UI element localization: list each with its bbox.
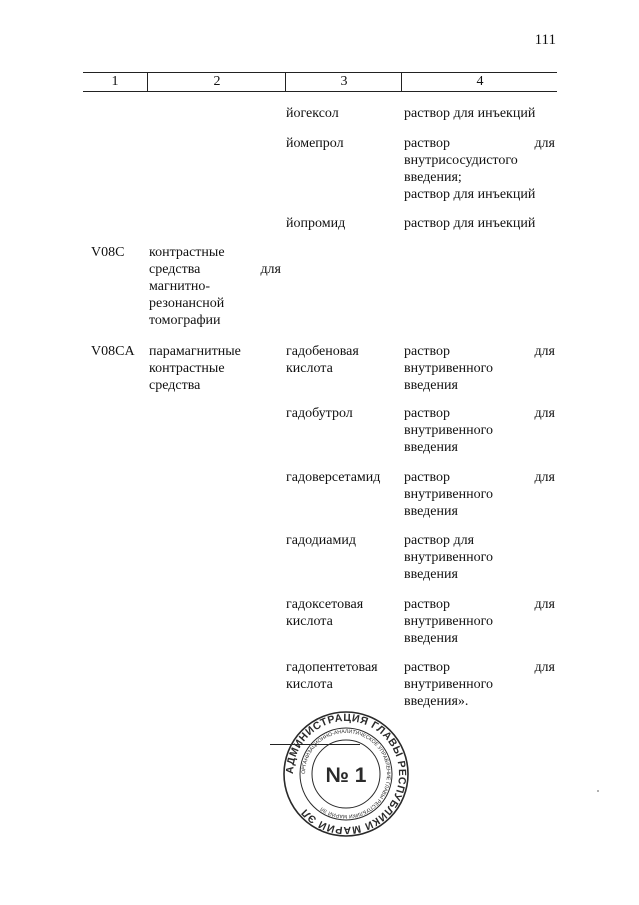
dosage-form-line: раствор для [404,533,475,548]
group-name-line: средства для [149,262,281,277]
atc-code: V08CA [91,344,135,359]
dosage-form-line: введения [404,567,458,582]
group-name-line: средства [149,378,201,393]
drug-name: йогексол [286,106,339,121]
dosage-form-line: введения [404,440,458,455]
stamp-number: № 1 [325,764,367,787]
scan-speck [597,790,599,792]
dosage-form-line: введения; [404,170,462,185]
dosage-form-line: введения [404,631,458,646]
dosage-form-line: раствор для [404,136,555,151]
dosage-form-line: внутрисосудистого [404,153,518,168]
dosage-form-line: внутривенного [404,361,494,376]
group-name-line: контрастные [149,245,225,260]
dosage-form-line: раствор для [404,597,555,612]
atc-code: V08C [91,245,125,260]
column-number-1: 1 [111,74,119,89]
dosage-form [404,405,555,456]
dosage-form [404,343,555,394]
official-stamp [282,710,410,838]
group-name-line: контрастные [149,361,225,376]
dosage-form-line: внутривенного [404,677,494,692]
dosage-form [404,135,555,203]
stamp-outer-text: АДМИНИСТРАЦИЯ ГЛАВЫ РЕСПУБЛИКИ МАРИЙ ЭЛ [283,711,409,837]
dosage-form-line: введения [404,504,458,519]
dosage-form-line: раствор для [404,406,555,421]
drug-name: гадобутрол [286,406,353,421]
dosage-form [404,596,555,647]
dosage-form [404,469,555,520]
column-number-2: 2 [147,73,286,91]
dosage-form: раствор для инъекций [404,106,536,121]
column-number-3: 3 [285,73,402,91]
dosage-form-line: введения». [404,694,469,709]
column-number-4: 4 [401,73,558,91]
stamp-inner-text: ОРГАНИЗАЦИОННО-АНАЛИТИЧЕСКОЕ УПРАВЛЕНИЕ ГЛАВЫ РЕСПУБЛИКИ МАРИЙ ЭЛ [300,728,392,820]
dosage-form-line: раствор для инъекций [404,187,536,202]
dosage-form-line: раствор для [404,344,555,359]
dosage-form-line: внутривенного [404,423,494,438]
drug-name: гадопентетовая кислота [286,660,378,692]
drug-name: гадоксетовая кислота [286,597,364,629]
group-name [149,343,281,394]
group-name [149,244,281,329]
dosage-form [404,659,555,710]
dosage-form: раствор для инъекций [404,216,536,231]
group-name-line: магнитно- [149,279,210,294]
drug-name: йопромид [286,216,346,231]
dosage-form-line: введения [404,378,458,393]
dosage-form-line: раствор для [404,660,555,675]
dosage-form-line: внутривенного [404,487,494,502]
dosage-form-line: внутривенного [404,614,494,629]
drug-name: гадоверсетамид [286,470,381,485]
group-name-line: парамагнитные [149,344,241,359]
drug-name: гадодиамид [286,533,356,548]
dosage-form-line: внутривенного [404,550,494,565]
drug-name: гадобеновая кислота [286,344,359,376]
group-name-line: томографии [149,313,221,328]
table-column-header [83,72,557,92]
page-number: 111 [534,32,556,48]
dosage-form [404,532,555,583]
drug-name: йомепрол [286,136,344,151]
dosage-form-line: раствор для [404,470,555,485]
group-name-line: резонансной [149,296,225,311]
